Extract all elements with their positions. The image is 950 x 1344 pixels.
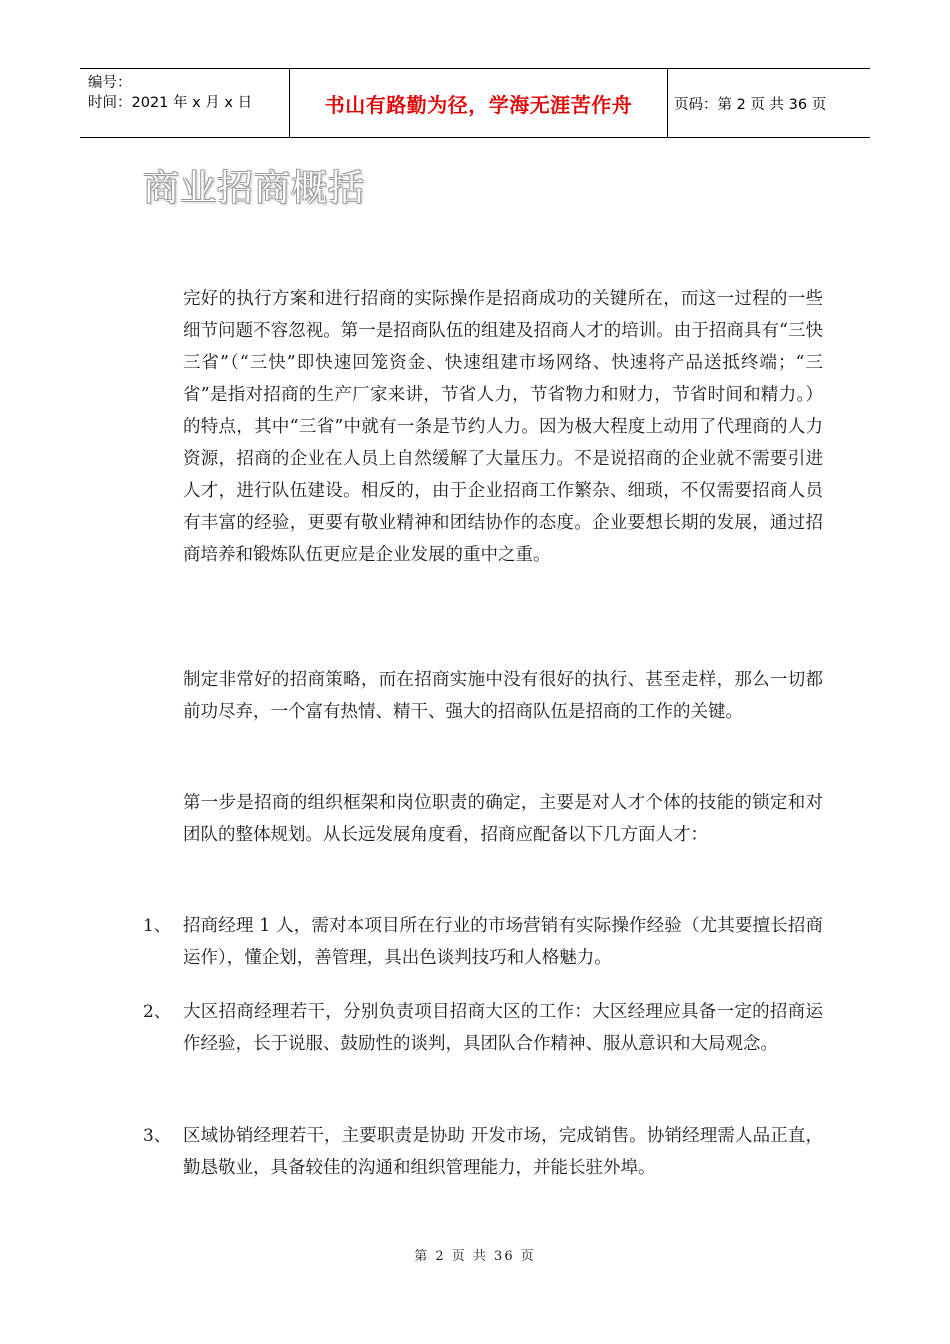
header-page-info: 页码：第 2 页 共 36 页 xyxy=(674,96,827,113)
paragraph: 完好的执行方案和进行招商的实际操作是招商成功的关键所在，而这一过程的一些细节问题不容忽视。第一是招商队伍的组建及招商人才的培训。由于招商具有“三快三省”（“三快”即快速回笼资金、快速组建市场网络、快速将产品送抵终端；“三省”是指对招商的生产厂家来讲，节省人力，节省物力和财力，节省时间和精力。）的特点，其中“三省”中就有一条是节约人力。因为极大程度上动用了代理商的人力资源，招商的企业在人员上自然缓解了大量压力。不是说招商的企业就不需要引进人才，进行队伍建设。相反的，由于企业招商工作繁杂、细琐，不仅需要招商人员有丰富的经验，更要有敬业精神和团结协作的态度。企业要想长期的发展，通过招商培养和锻炼队伍更应是企业发展的重中之重。 xyxy=(183,289,823,565)
page-header xyxy=(80,68,870,138)
document-date: 时间：2021 年 x 月 x 日 xyxy=(88,95,253,111)
list-item-number: 1、 xyxy=(143,916,171,936)
list-item-number: 3、 xyxy=(143,1126,171,1146)
paragraph: 第一步是招商的组织框架和岗位职责的确定，主要是对人才个体的技能的锁定和对团队的整体规划。从长远发展角度看，招商应配备以下几方面人才： xyxy=(183,793,823,845)
header-motto: 书山有路勤为径，学海无涯苦作舟 xyxy=(290,69,668,137)
list-item-text: 大区招商经理若干，分别负责项目招商大区的工作：大区经理应具备一定的招商运作经验，长于说服、鼓励性的谈判，具团队合作精神、服从意识和大局观念。 xyxy=(183,1002,823,1054)
list-item-text: 区域协销经理若干，主要职责是协助 开发市场，完成销售。协销经理需人品正直，勤恳敬业，具备较佳的沟通和组织管理能力，并能长驻外埠。 xyxy=(183,1126,823,1178)
paragraph: 制定非常好的招商策略，而在招商实施中没有很好的执行、甚至走样，那么一切都前功尽弃，一个富有热情、精干、强大的招商队伍是招商的工作的关键。 xyxy=(183,670,823,722)
list-item-text: 招商经理 1 人，需对本项目所在行业的市场营销有实际操作经验（尤其要擅长招商运作），懂企划，善管理，具出色谈判技巧和人格魅力。 xyxy=(183,916,823,968)
page-footer: 第 2 页 共 36 页 xyxy=(414,1249,536,1264)
list-item-number: 2、 xyxy=(143,1002,171,1022)
document-number-label: 编号： xyxy=(88,75,132,91)
document-title: 商业招商概括 xyxy=(143,168,366,209)
header-meta xyxy=(80,69,290,137)
